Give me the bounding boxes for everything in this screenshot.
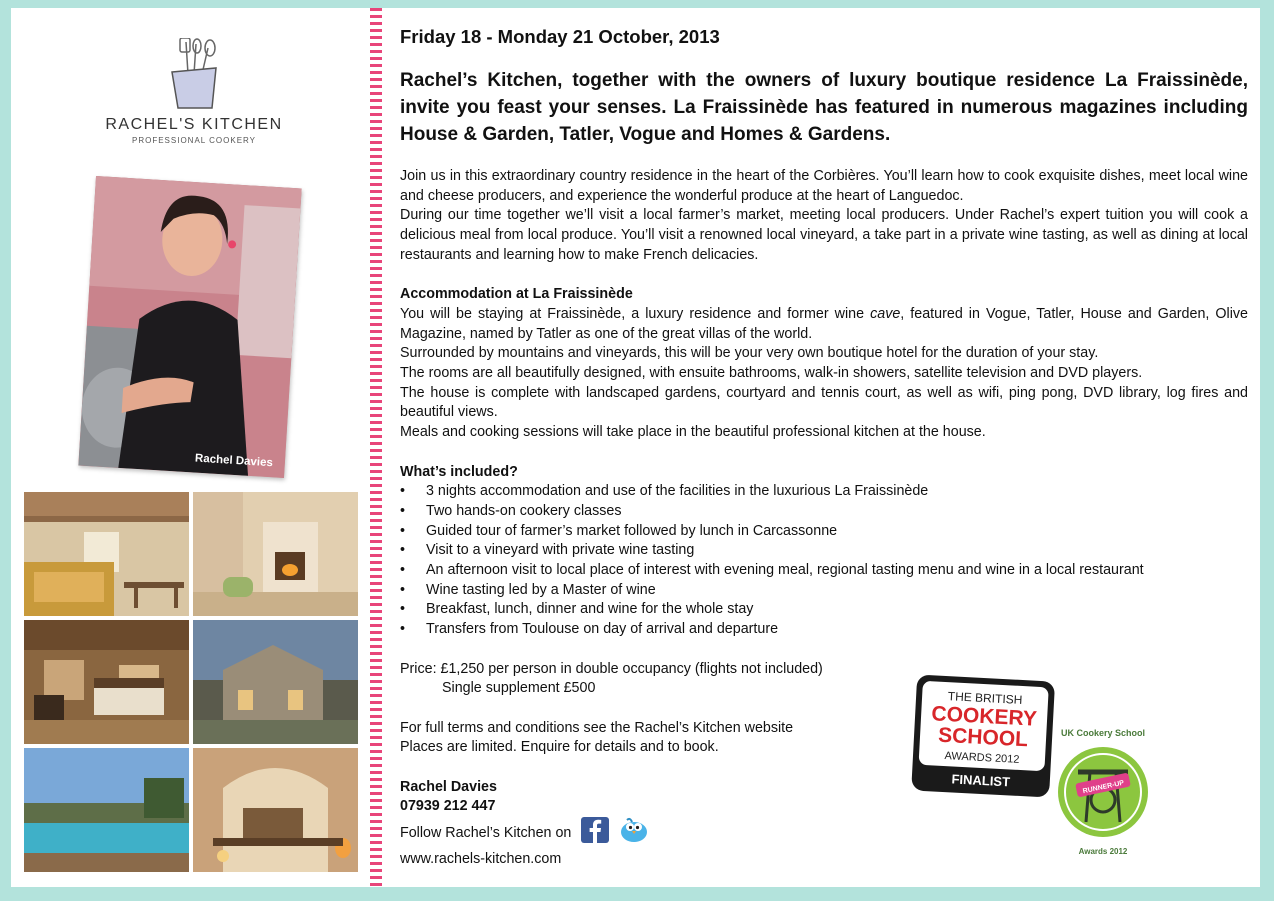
list-item: • Guided tour of farmer’s market followed by lunch in Carcassonne [400, 522, 1248, 542]
british-cookery-school-award-badge [909, 672, 1057, 804]
accommodation-section [400, 285, 1248, 443]
fireplace-photo [193, 492, 358, 616]
flyer-page [11, 8, 1260, 887]
award1-line1: THE BRITISH [947, 689, 1023, 707]
price-line: Price: £1,250 per person in double occupancy (flights not included) [400, 660, 823, 677]
list-item: • Wine tasting led by a Master of wine [400, 581, 1248, 601]
accommodation-line-2: Surrounded by mountains and vineyards, this will be your very own boutique hotel for the duration of your stay. [400, 345, 1099, 362]
contact-name: Rachel Davies [400, 778, 497, 795]
rachel-davies-photo [78, 176, 301, 478]
twitter-bird-icon[interactable] [619, 817, 649, 850]
program-paragraph: During our time together we’ll visit a local farmer’s market, meeting local producers. Under Rachel’s expert tuition you will cook a delicious meal from local produce. You’ll visit a renowned local vineyard, a take part in a private wine tasting, as well as dining at local restaurants and learning how to make French delicacies. [400, 207, 1248, 263]
list-item: • An afternoon visit to local place of interest with evening meal, regional tasting menu and wine in a local restaurant [400, 561, 1248, 581]
accommodation-line-1-em: cave [870, 305, 901, 322]
list-item: • 3 nights accommodation and use of the facilities in the luxurious La Fraissinède [400, 482, 1248, 502]
accommodation-line-1-start: You will be staying at Fraissinède, a luxury residence and former wine [400, 305, 871, 322]
terms-line: For full terms and conditions see the Rachel’s Kitchen website [400, 719, 794, 736]
pool-photo [24, 748, 189, 872]
list-item: • Two hands-on cookery classes [400, 502, 1248, 522]
award1-line2: COOKERY [930, 702, 1038, 731]
bedroom-photo [24, 620, 189, 744]
award2-top: UK Cookery School [1060, 728, 1146, 738]
rachels-kitchen-logo [104, 38, 284, 145]
booking-line: Places are limited. Enquire for details and to book. [400, 739, 719, 756]
list-item: • Transfers from Toulouse on day of arrival and departure [400, 620, 1248, 640]
intro-paragraph: Join us in this extraordinary country residence in the heart of the Corbières. You’ll learn how to cook exquisite dishes, meet local wine and cheese producers, and experience the wonderful produce at the heart of Languedoc. [400, 168, 1248, 204]
award1-line5: FINALIST [951, 771, 1011, 790]
award2-bottom: Awards 2012 [1078, 847, 1128, 856]
accommodation-line-4: The house is complete with landscaped gardens, courtyard and tennis court, as well as wifi, ping pong, DVD library, log fires and beautiful views. [400, 384, 1248, 421]
dining-room-photo [193, 748, 358, 872]
contact-phone: 07939 212 447 [400, 798, 496, 815]
accommodation-heading: Accommodation at La Fraissinède [400, 286, 633, 303]
utensils-in-jar-icon [164, 38, 224, 110]
website-link[interactable]: www.rachels-kitchen.com [400, 850, 562, 867]
single-supplement: Single supplement £500 [442, 680, 596, 697]
accommodation-line-5: Meals and cooking sessions will take place in the beautiful professional kitchen at the house. [400, 424, 986, 441]
event-lead: Rachel’s Kitchen, together with the owners of luxury boutique residence La Fraissinède, invite you feast your senses. La Fraissinède has featured in numerous magazines including House & Garden, Tatler, Vogue and Homes & Gardens. [400, 70, 1248, 145]
included-list [400, 482, 1248, 640]
list-item: • Breakfast, lunch, dinner and wine for the whole stay [400, 600, 1248, 620]
follow-text: Follow Rachel’s Kitchen on [400, 824, 572, 841]
accommodation-line-1 [400, 305, 1248, 344]
included-section [400, 463, 1248, 640]
uk-cookery-school-runner-up-badge [1048, 722, 1158, 867]
logo-tagline: PROFESSIONAL COOKERY [131, 136, 257, 145]
kitchen-photo [24, 492, 189, 616]
pink-dashed-divider [370, 8, 382, 887]
included-heading: What’s included? [400, 463, 518, 480]
facebook-icon[interactable] [581, 817, 609, 850]
award1-line4: AWARDS 2012 [944, 750, 1020, 766]
logo-brand: RACHEL'S KITCHEN [105, 116, 283, 133]
award1-line3: SCHOOL [937, 723, 1029, 752]
price-section [400, 660, 1248, 699]
house-exterior-photo [193, 620, 358, 744]
list-item: • Visit to a vineyard with private wine tasting [400, 541, 1248, 561]
event-dates: Friday 18 - Monday 21 October, 2013 [400, 26, 720, 47]
accommodation-line-3: The rooms are all beautifully designed, with ensuite bathrooms, walk-in showers, satellite television and DVD players. [400, 365, 1143, 382]
portrait-caption: Rachel Davies [194, 452, 274, 470]
award2-ribbon: RUNNER-UP [1082, 779, 1125, 796]
accommodation-line-1-end: , featured in Vogue, Tatler, House and Garden, Olive Magazine, named by Tatler as one of the great villas of the world. [400, 305, 1248, 342]
